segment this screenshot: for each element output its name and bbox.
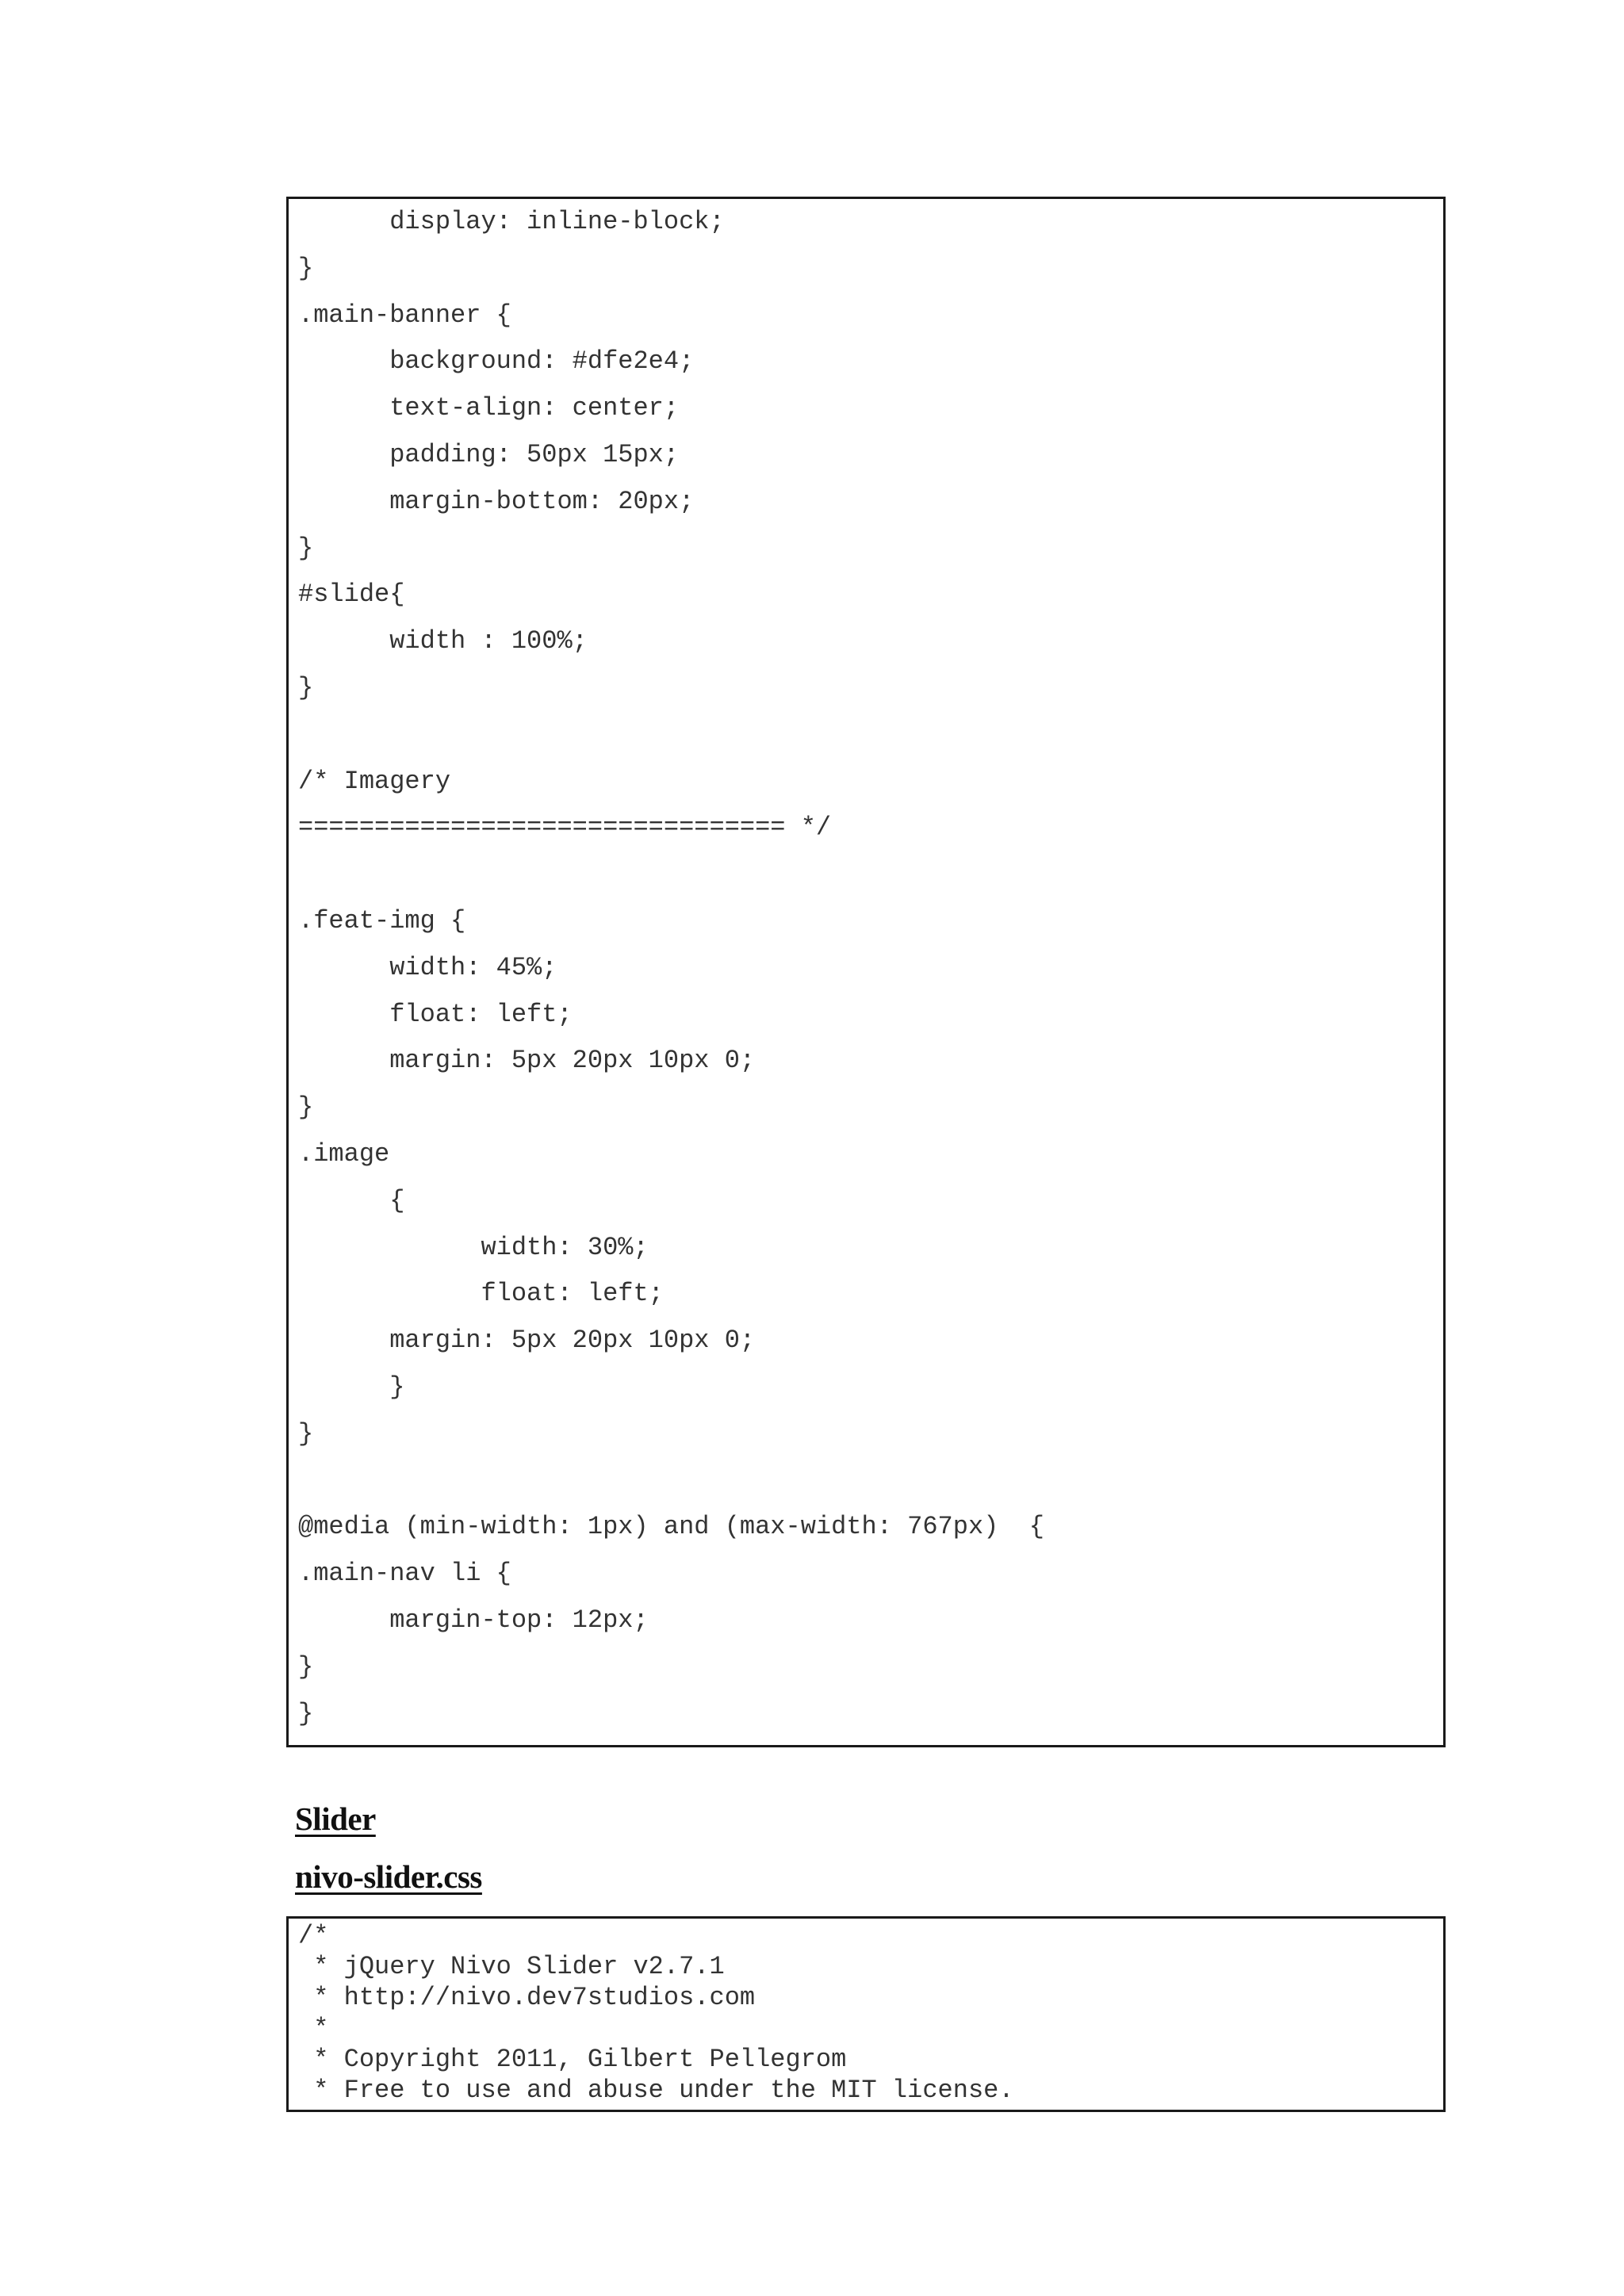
code-line: width : 100%; xyxy=(298,626,588,656)
code-line: } xyxy=(298,533,314,563)
code-line: * xyxy=(298,2014,329,2043)
code-line: margin-bottom: 20px; xyxy=(298,486,695,516)
code-line: @media (min-width: 1px) and (max-width: 767px) { xyxy=(298,1512,1044,1542)
code-line: } xyxy=(298,672,314,702)
code-line: } xyxy=(298,253,314,283)
code-line: * http://nivo.dev7studios.com xyxy=(298,1983,756,2012)
code-line: } xyxy=(298,1372,405,1402)
code-line: ================================ */ xyxy=(298,813,832,843)
code-line xyxy=(298,712,1443,759)
code-lines xyxy=(289,199,1443,1737)
code-line: .image xyxy=(298,1138,390,1169)
code-line: /* Imagery xyxy=(298,766,451,796)
code-line: } xyxy=(298,1093,314,1123)
code-line: .main-banner { xyxy=(298,300,511,330)
code-line xyxy=(298,1458,1443,1505)
code-line: { xyxy=(298,1185,405,1215)
code-line: } xyxy=(298,1418,314,1448)
code-line: text-align: center; xyxy=(298,393,680,423)
code-line: width: 30%; xyxy=(298,1232,649,1262)
code-line: display: inline-block; xyxy=(298,207,725,236)
code-line: } xyxy=(298,1651,314,1682)
code-line: padding: 50px 15px; xyxy=(298,439,680,469)
code-line: } xyxy=(298,1698,314,1728)
code-line: * Copyright 2011, Gilbert Pellegrom xyxy=(298,2045,847,2074)
code-line: .feat-img { xyxy=(298,905,466,936)
code-line: #slide{ xyxy=(298,580,405,610)
css-code-block xyxy=(286,197,1446,1747)
nivo-slider-code-block xyxy=(286,1916,1446,2112)
code-line: width: 45%; xyxy=(298,952,557,982)
code-line: margin: 5px 20px 10px 0; xyxy=(298,1046,756,1076)
code-line: float: left; xyxy=(298,999,573,1029)
code-line: * Free to use and abuse under the MIT license. xyxy=(298,2076,1014,2105)
file-name-heading: nivo-slider.css xyxy=(295,1858,482,1895)
code-line: float: left; xyxy=(298,1279,664,1309)
code-line xyxy=(298,851,1443,898)
section-heading: Slider xyxy=(295,1800,376,1837)
code-line: margin: 5px 20px 10px 0; xyxy=(298,1326,756,1356)
code-lines xyxy=(289,1919,1443,2106)
code-line: /* xyxy=(298,1921,329,1950)
code-line: .main-nav li { xyxy=(298,1559,511,1589)
code-line: background: #dfe2e4; xyxy=(298,346,695,377)
code-line: margin-top: 12px; xyxy=(298,1605,649,1635)
code-line: * jQuery Nivo Slider v2.7.1 xyxy=(298,1952,725,1981)
